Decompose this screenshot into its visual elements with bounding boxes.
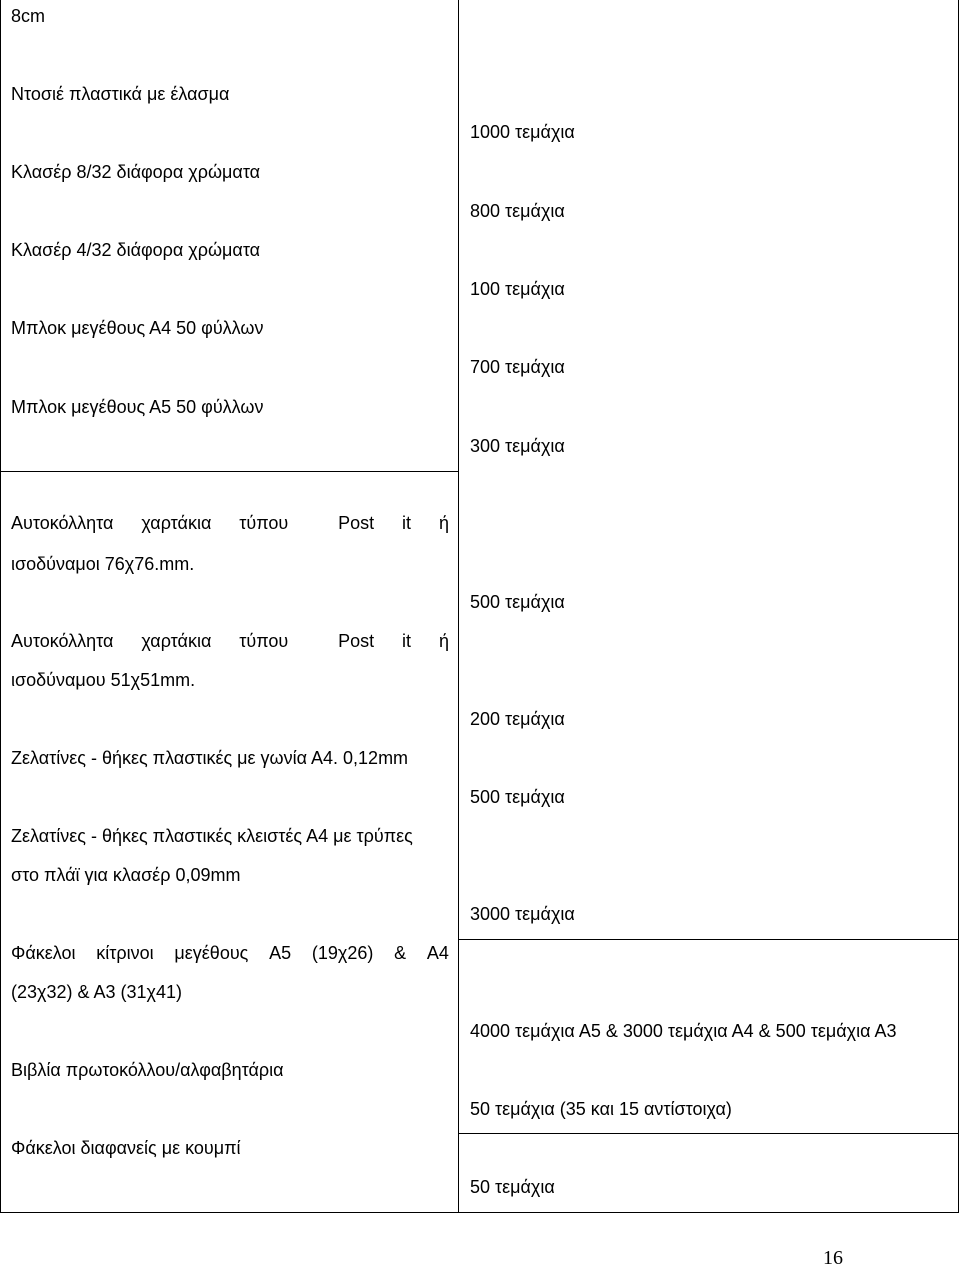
row-item-text: Φάκελοι διαφανείς με κουμπί: [11, 1138, 241, 1158]
word: χαρτάκια: [141, 513, 212, 533]
word: μεγέθους: [174, 943, 249, 963]
word: Post: [338, 631, 375, 651]
row-item-text-justified: [11, 942, 449, 964]
right-row-divider: [458, 1133, 959, 1134]
row-item-text: Ζελατίνες - θήκες πλαστικές με γωνία Α4. 0,12mm: [11, 748, 409, 768]
row-item-text: Ζελατίνες - θήκες πλαστικές κλειστές Α4 με τρύπες: [11, 826, 413, 846]
row-item-text: ισοδύναμου 51χ51mm.: [11, 670, 196, 690]
quantity-text: 50 τεμάχια (35 και 15 αντίστοιχα): [470, 1099, 732, 1119]
word: Φάκελοι: [11, 943, 76, 963]
word: Αυτοκόλλητα: [11, 513, 114, 533]
word: &: [394, 943, 407, 963]
row-item-text: Μπλοκ μεγέθους Α5 50 φύλλων: [11, 397, 264, 417]
word: τύπου: [239, 513, 289, 533]
word: Αυτοκόλλητα: [11, 631, 114, 651]
row-item-text-justified: [11, 630, 449, 652]
word: ή: [438, 513, 449, 533]
word: ή: [438, 631, 449, 651]
row-item-text-justified: [11, 512, 449, 534]
table-border-right: [958, 0, 959, 1213]
row-item-text: 8cm: [11, 6, 46, 26]
word: Α4: [426, 943, 449, 963]
quantity-text: 800 τεμάχια: [470, 201, 565, 221]
left-row-divider: [0, 471, 459, 472]
page-number: 16: [823, 1247, 843, 1269]
table-column-divider: [458, 0, 459, 1213]
table-border-left: [0, 0, 1, 1213]
row-item-text: ισοδύναμοι 76χ76.mm.: [11, 554, 195, 574]
word: it: [402, 513, 412, 533]
quantity-text: 1000 τεμάχια: [470, 122, 575, 142]
row-item-text: Βιβλία πρωτοκόλλου/αλφαβητάρια: [11, 1060, 284, 1080]
table-border-bottom: [0, 1212, 959, 1213]
quantity-text: 700 τεμάχια: [470, 357, 565, 377]
quantity-text: 500 τεμάχια: [470, 592, 565, 612]
row-item-text: στο πλάϊ για κλασέρ 0,09mm: [11, 865, 241, 885]
quantity-text: 50 τεμάχια: [470, 1177, 555, 1197]
quantity-text: 200 τεμάχια: [470, 709, 565, 729]
word: κίτρινοι: [96, 943, 154, 963]
row-item-text: Κλασέρ 4/32 διάφορα χρώματα: [11, 240, 261, 260]
quantity-text: 500 τεμάχια: [470, 787, 565, 807]
word: (19χ26): [311, 943, 374, 963]
word: it: [402, 631, 412, 651]
quantity-text: 3000 τεμάχια: [470, 904, 575, 924]
row-item-text: Κλασέρ 8/32 διάφορα χρώματα: [11, 162, 261, 182]
row-item-text: Ντοσιέ πλαστικά με έλασμα: [11, 84, 230, 104]
word: Post: [338, 513, 375, 533]
quantity-text: 100 τεμάχια: [470, 279, 565, 299]
right-row-divider: [458, 939, 959, 940]
row-item-text: (23χ32) & Α3 (31χ41): [11, 982, 182, 1002]
row-item-text: Μπλοκ μεγέθους Α4 50 φύλλων: [11, 318, 264, 338]
quantity-text: 4000 τεμάχια Α5 & 3000 τεμάχια Α4 & 500 τεμάχια Α3: [470, 1021, 897, 1041]
word: χαρτάκια: [141, 631, 212, 651]
word: Α5: [269, 943, 292, 963]
word: τύπου: [239, 631, 289, 651]
quantity-text: 300 τεμάχια: [470, 436, 565, 456]
